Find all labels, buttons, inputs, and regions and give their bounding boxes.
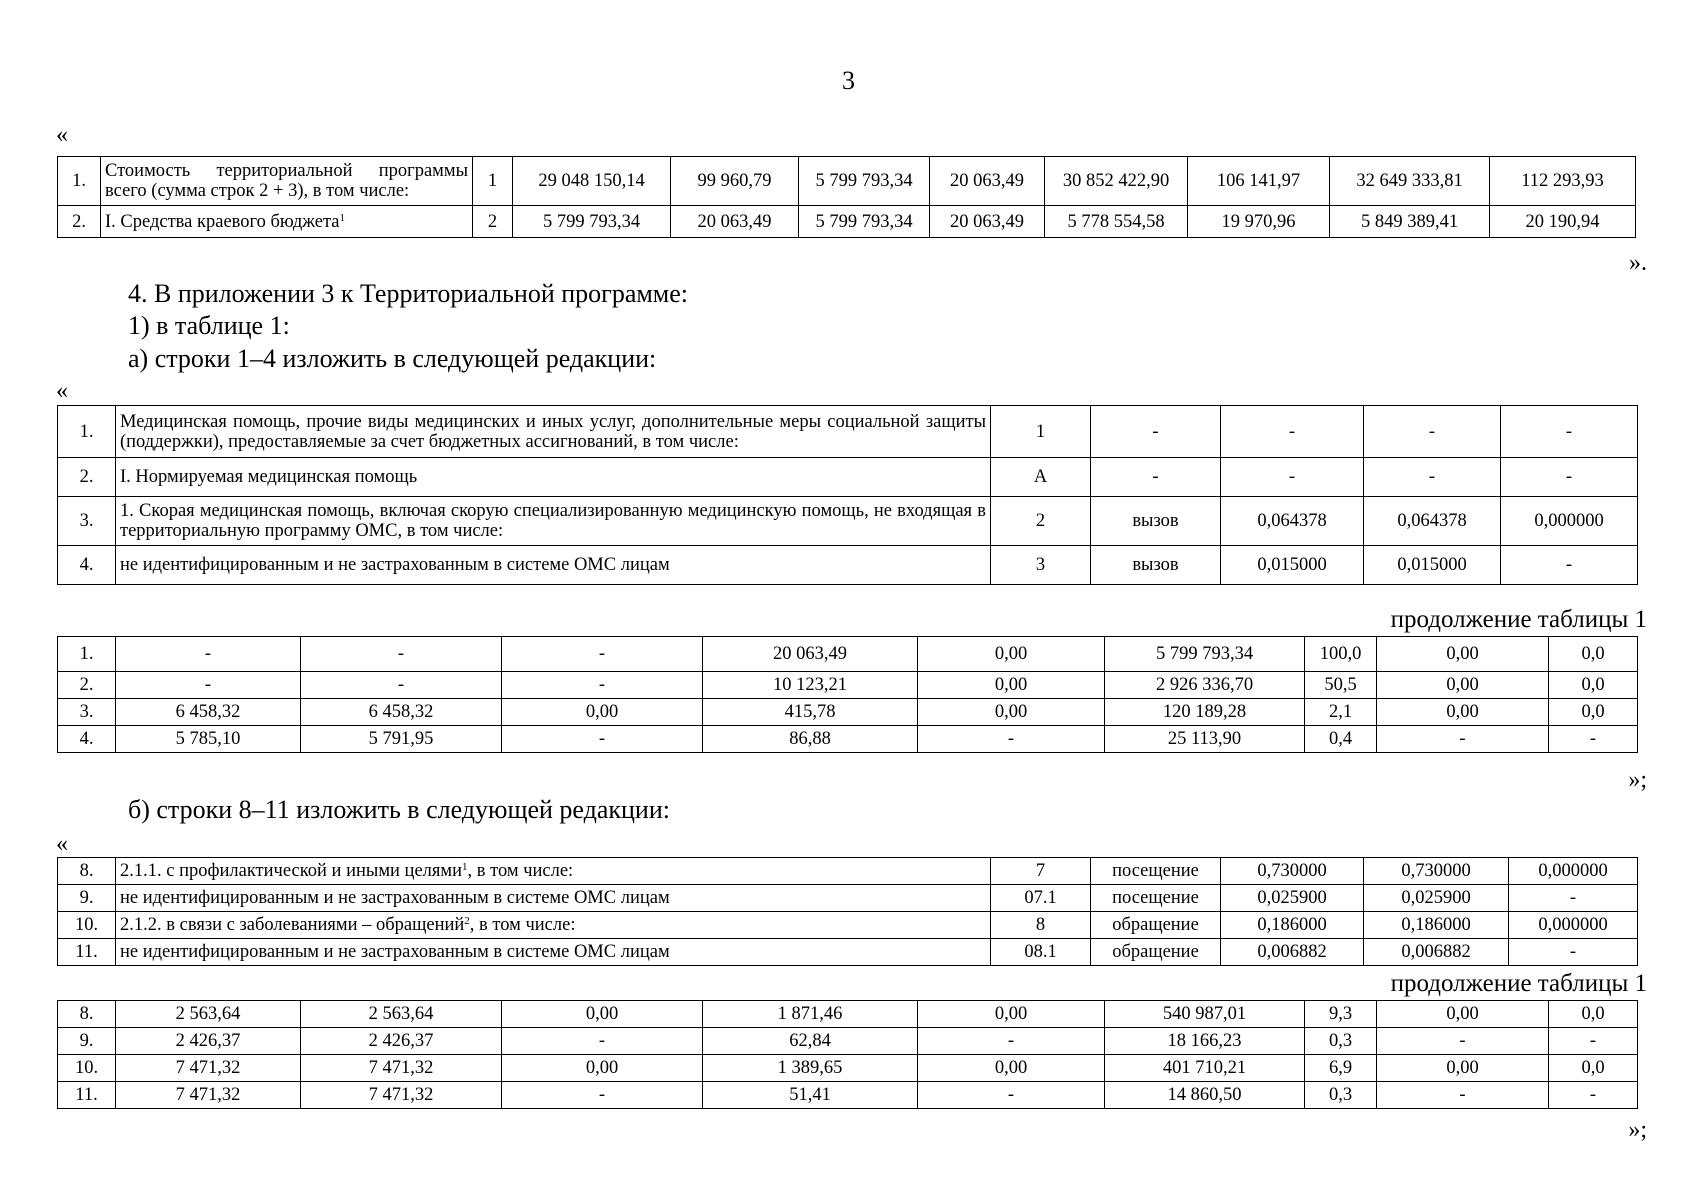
row-name-cell [116, 885, 991, 912]
value-cell: 0,730000 [1364, 858, 1509, 885]
value-cell: 5 799 793,34 [799, 157, 930, 206]
value-cell: 0,00 [1377, 1055, 1549, 1082]
value-cell: 18 166,23 [1105, 1028, 1305, 1055]
value-cell: 0,00 [502, 699, 703, 726]
value-cell: 0,015000 [1364, 546, 1501, 585]
value-cell: 112 293,93 [1490, 157, 1636, 206]
paragraph-table1: 1) в таблице 1: [128, 311, 290, 340]
value-cell: - [1501, 546, 1638, 585]
table-row [58, 885, 1638, 912]
table-row [58, 1082, 1638, 1109]
row-code: А [991, 458, 1091, 497]
row-code: 08.1 [991, 939, 1091, 966]
value-cell: 0,3 [1305, 1082, 1377, 1109]
value-cell: 7 471,32 [301, 1082, 502, 1109]
table-row [58, 497, 1638, 546]
row-code: 3 [991, 546, 1091, 585]
value-cell: - [301, 637, 502, 672]
value-cell: - [1501, 406, 1638, 458]
value-cell: 5 799 793,34 [513, 206, 671, 238]
value-cell: - [918, 1082, 1105, 1109]
value-cell: - [301, 672, 502, 699]
value-cell: 0,006882 [1221, 939, 1364, 966]
value-cell: 2 426,37 [301, 1028, 502, 1055]
table-row [58, 406, 1638, 458]
value-cell: 20 063,49 [671, 206, 799, 238]
row-number: 11. [58, 1082, 116, 1109]
row-number: 8. [58, 1001, 116, 1028]
value-cell: 0,00 [1377, 1001, 1549, 1028]
value-cell: 51,41 [703, 1082, 918, 1109]
table-rows-8-11 [57, 857, 1638, 966]
footnote-mark: 1 [339, 211, 346, 224]
value-cell: - [1509, 939, 1638, 966]
table-row [58, 1028, 1638, 1055]
table-row [58, 157, 1636, 206]
value-cell: 0,00 [1377, 637, 1549, 672]
row-name: не идентифицированным и не застрахованным в системе ОМС лицам [120, 942, 670, 962]
value-cell: 0,3 [1305, 1028, 1377, 1055]
table-row [58, 672, 1638, 699]
value-cell: - [1364, 458, 1501, 497]
value-cell: 0,4 [1305, 726, 1377, 753]
value-cell: 2 426,37 [116, 1028, 301, 1055]
footnote-mark: 1 [462, 861, 468, 873]
table-row [58, 939, 1638, 966]
value-cell: 0,00 [502, 1001, 703, 1028]
value-cell: 9,3 [1305, 1001, 1377, 1028]
value-cell: 0,00 [1377, 672, 1549, 699]
row-name-tail: , в том числе: [469, 915, 576, 935]
value-cell: 86,88 [703, 726, 918, 753]
value-cell: - [1377, 1028, 1549, 1055]
value-cell: - [1221, 406, 1364, 458]
value-cell: 0,025900 [1221, 885, 1364, 912]
row-name: Стоимость территориальной программы всего (сумма строк 2 + 3), в том числе: [105, 161, 468, 201]
row-number: 2. [58, 458, 116, 497]
value-cell: - [1377, 726, 1549, 753]
row-name-cell [116, 406, 991, 458]
row-name-cell [116, 912, 991, 939]
value-cell: 0,015000 [1221, 546, 1364, 585]
row-number: 4. [58, 546, 116, 585]
value-cell: 0,00 [1377, 699, 1549, 726]
value-cell: - [1549, 726, 1638, 753]
value-cell: 0,730000 [1221, 858, 1364, 885]
value-cell: 25 113,90 [1105, 726, 1305, 753]
page-number: 3 [842, 66, 855, 95]
value-cell: 20 063,49 [930, 206, 1045, 238]
table-row [58, 458, 1638, 497]
close-quote: »; [1628, 767, 1647, 793]
unit-cell: посещение [1091, 885, 1221, 912]
paragraph-rows-8-11: б) строки 8–11 изложить в следующей редакции: [128, 795, 670, 824]
value-cell: 0,0 [1549, 637, 1638, 672]
table-row [58, 726, 1638, 753]
row-name-cell [116, 458, 991, 497]
value-cell: 50,5 [1305, 672, 1377, 699]
unit-cell: - [1091, 458, 1221, 497]
row-name: Медицинская помощь, прочие виды медицинских и иных услуг, дополнительные меры социальной защиты (поддержки), предоставляемые за счет бюджетных ассигнований, в том числе: [120, 411, 986, 452]
open-quote: « [56, 831, 68, 857]
value-cell: 6 458,32 [116, 699, 301, 726]
value-cell: 6 458,32 [301, 699, 502, 726]
value-cell: - [502, 1082, 703, 1109]
value-cell: 20 190,94 [1490, 206, 1636, 238]
value-cell: 540 987,01 [1105, 1001, 1305, 1028]
value-cell: - [918, 726, 1105, 753]
row-name: I. Нормируемая медицинская помощь [120, 467, 418, 487]
table-row [58, 206, 1636, 238]
value-cell: 0,00 [918, 699, 1105, 726]
value-cell: 1 871,46 [703, 1001, 918, 1028]
value-cell: 0,0 [1549, 1055, 1638, 1082]
value-cell: 0,00 [918, 1055, 1105, 1082]
row-number: 1. [58, 406, 116, 458]
value-cell: 5 791,95 [301, 726, 502, 753]
value-cell: 7 471,32 [116, 1055, 301, 1082]
value-cell: 0,025900 [1364, 885, 1509, 912]
row-code: 2 [473, 206, 513, 238]
table-row [58, 699, 1638, 726]
value-cell: - [502, 1028, 703, 1055]
value-cell: 29 048 150,14 [513, 157, 671, 206]
value-cell: 5 799 793,34 [799, 206, 930, 238]
row-name: не идентифицированным и не застрахованным в системе ОМС лицам [120, 555, 670, 575]
value-cell: 0,000000 [1509, 912, 1638, 939]
row-code: 1 [991, 406, 1091, 458]
open-quote: « [56, 122, 68, 148]
unit-cell: - [1091, 406, 1221, 458]
value-cell: 0,064378 [1221, 497, 1364, 546]
open-quote: « [56, 378, 68, 404]
value-cell: 7 471,32 [301, 1055, 502, 1082]
value-cell: 99 960,79 [671, 157, 799, 206]
value-cell: 2,1 [1305, 699, 1377, 726]
value-cell: 106 141,97 [1188, 157, 1330, 206]
row-number: 9. [58, 885, 116, 912]
value-cell: 6,9 [1305, 1055, 1377, 1082]
value-cell: 62,84 [703, 1028, 918, 1055]
row-number: 3. [58, 699, 116, 726]
value-cell: 1 389,65 [703, 1055, 918, 1082]
value-cell: 0,00 [502, 1055, 703, 1082]
value-cell: 401 710,21 [1105, 1055, 1305, 1082]
row-name: 2.1.2. в связи с заболеваниями – обращений [120, 915, 465, 935]
row-name: не идентифицированным и не застрахованным в системе ОМС лицам [120, 888, 670, 908]
unit-cell: вызов [1091, 497, 1221, 546]
table-row [58, 1001, 1638, 1028]
value-cell: 14 860,50 [1105, 1082, 1305, 1109]
continuation-label: продолжение таблицы 1 [1390, 606, 1647, 633]
value-cell: - [502, 637, 703, 672]
value-cell: 30 852 422,90 [1045, 157, 1188, 206]
row-code: 8 [991, 912, 1091, 939]
value-cell: - [116, 672, 301, 699]
close-quote: »; [1628, 1117, 1647, 1143]
value-cell: 2 563,64 [116, 1001, 301, 1028]
value-cell: 120 189,28 [1105, 699, 1305, 726]
unit-cell: обращение [1091, 912, 1221, 939]
row-name: I. Средства краевого бюджета [105, 211, 340, 232]
value-cell: 0,00 [918, 1001, 1105, 1028]
value-cell: 2 563,64 [301, 1001, 502, 1028]
value-cell: 0,006882 [1364, 939, 1509, 966]
value-cell: 100,0 [1305, 637, 1377, 672]
footnote-mark: 2 [464, 915, 470, 927]
row-name-cell [116, 939, 991, 966]
value-cell: - [1364, 406, 1501, 458]
table-row [58, 858, 1638, 885]
row-code: 2 [991, 497, 1091, 546]
close-quote: ». [1629, 250, 1647, 276]
value-cell: 0,000000 [1509, 858, 1638, 885]
value-cell: - [502, 726, 703, 753]
value-cell: 2 926 336,70 [1105, 672, 1305, 699]
value-cell: 5 799 793,34 [1105, 637, 1305, 672]
row-number: 1. [58, 157, 101, 206]
value-cell: 0,064378 [1364, 497, 1501, 546]
table-row [58, 1055, 1638, 1082]
value-cell: 415,78 [703, 699, 918, 726]
value-cell: 0,00 [918, 672, 1105, 699]
row-name-cell [116, 546, 991, 585]
value-cell: 0,000000 [1501, 497, 1638, 546]
table-row [58, 912, 1638, 939]
value-cell: 0,186000 [1364, 912, 1509, 939]
value-cell: - [116, 637, 301, 672]
value-cell: 0,186000 [1221, 912, 1364, 939]
paragraph-rows-1-4: а) строки 1–4 изложить в следующей редакции: [128, 344, 657, 373]
unit-cell: посещение [1091, 858, 1221, 885]
value-cell: 32 649 333,81 [1330, 157, 1490, 206]
value-cell: 0,0 [1549, 672, 1638, 699]
value-cell: 5 849 389,41 [1330, 206, 1490, 238]
row-number: 10. [58, 912, 116, 939]
row-number: 10. [58, 1055, 116, 1082]
unit-cell: вызов [1091, 546, 1221, 585]
table-rows-8-11-continuation [57, 1000, 1638, 1109]
value-cell: 0,0 [1549, 699, 1638, 726]
value-cell: - [502, 672, 703, 699]
value-cell: - [1377, 1082, 1549, 1109]
value-cell: 0,0 [1549, 1001, 1638, 1028]
table-row [58, 546, 1638, 585]
value-cell: 7 471,32 [116, 1082, 301, 1109]
table-rows-1-4-continuation [57, 636, 1638, 753]
value-cell: 5 778 554,58 [1045, 206, 1188, 238]
row-number: 4. [58, 726, 116, 753]
continuation-label: продолжение таблицы 1 [1390, 970, 1647, 997]
paragraph-appendix: 4. В приложении 3 к Территориальной программе: [128, 279, 689, 308]
table-rows-1-4 [57, 405, 1638, 585]
value-cell: 19 970,96 [1188, 206, 1330, 238]
table-row [58, 637, 1638, 672]
row-code: 7 [991, 858, 1091, 885]
value-cell: - [918, 1028, 1105, 1055]
value-cell: - [1501, 458, 1638, 497]
row-number: 8. [58, 858, 116, 885]
row-code: 07.1 [991, 885, 1091, 912]
row-number: 3. [58, 497, 116, 546]
value-cell: 10 123,21 [703, 672, 918, 699]
row-name-cell [101, 206, 473, 238]
row-name-tail: , в том числе: [467, 861, 574, 881]
row-number: 2. [58, 206, 101, 238]
value-cell: 5 785,10 [116, 726, 301, 753]
row-number: 2. [58, 672, 116, 699]
row-name-cell [116, 497, 991, 546]
value-cell: - [1221, 458, 1364, 497]
value-cell: - [1549, 1082, 1638, 1109]
table-program-cost [57, 156, 1636, 238]
value-cell: - [1549, 1028, 1638, 1055]
value-cell: 20 063,49 [930, 157, 1045, 206]
row-name-cell [116, 858, 991, 885]
row-number: 1. [58, 637, 116, 672]
row-code: 1 [473, 157, 513, 206]
row-name: 1. Скорая медицинская помощь, включая скорую специализированную медицинскую помощь, не входящая в территориальную программу ОМС, в том числе: [120, 501, 986, 541]
unit-cell: обращение [1091, 939, 1221, 966]
value-cell: 0,00 [918, 637, 1105, 672]
row-name-cell [101, 157, 473, 206]
row-number: 9. [58, 1028, 116, 1055]
value-cell: 20 063,49 [703, 637, 918, 672]
row-name: 2.1.1. с профилактической и иными целями [120, 861, 463, 881]
row-number: 11. [58, 939, 116, 966]
value-cell: - [1509, 885, 1638, 912]
